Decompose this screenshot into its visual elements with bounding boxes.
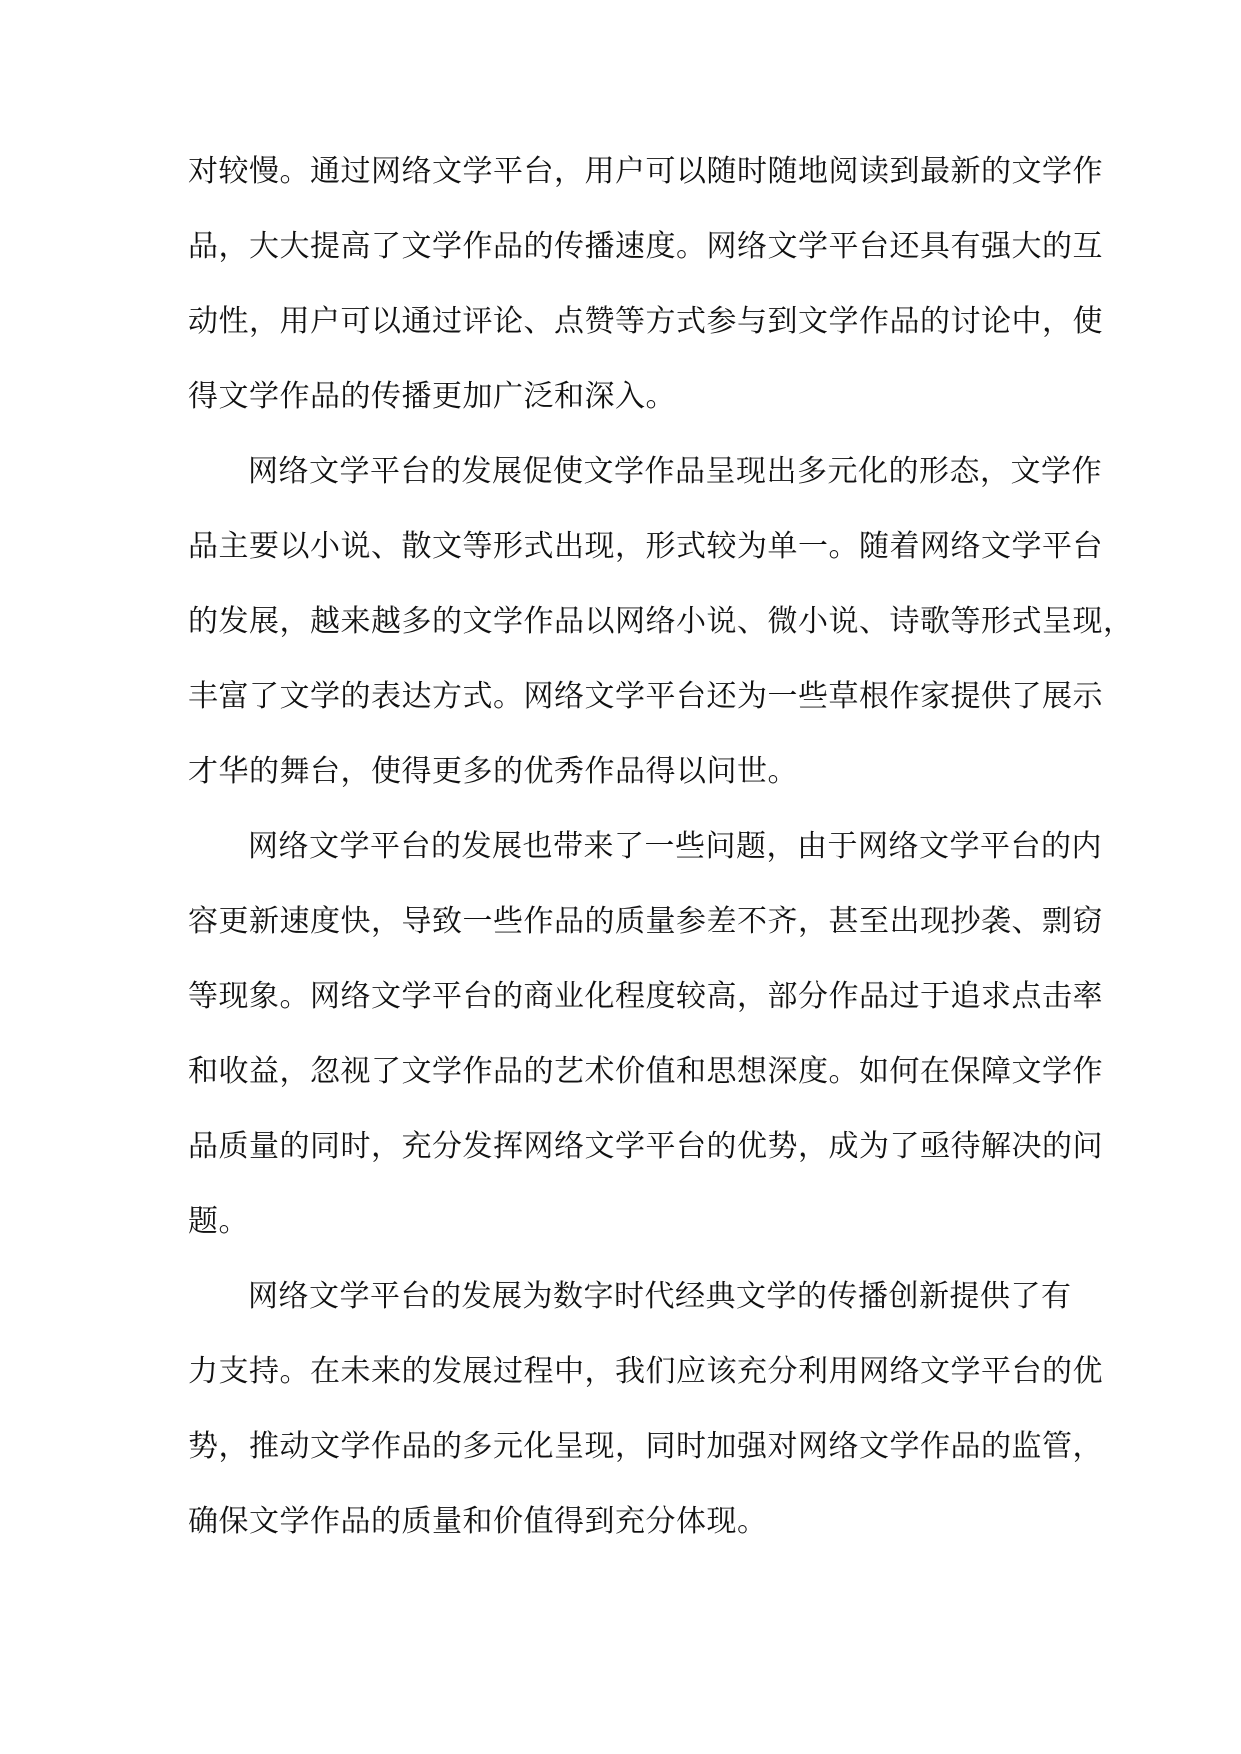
paragraph-4 [188,1259,1103,1559]
text-line: 容更新速度快，导致一些作品的质量参差不齐，甚至出现抄袭、剽窃 [188,904,1103,939]
text-line: 得文学作品的传播更加广泛和深入。 [188,379,676,414]
text-line: 的发展，越来越多的文学作品以网络小说、微小说、诗歌等形式呈现， [188,604,1134,639]
text-line: 和收益，忽视了文学作品的艺术价值和思想深度。如何在保障文学作 [188,1054,1103,1089]
text-line: 力支持。在未来的发展过程中，我们应该充分利用网络文学平台的优 [188,1354,1103,1389]
text-line: 品主要以小说、散文等形式出现，形式较为单一。随着网络文学平台 [188,529,1103,564]
paragraph-3 [188,809,1103,1259]
paragraph-2 [188,434,1134,809]
text-line: 等现象。网络文学平台的商业化程度较高，部分作品过于追求点击率 [188,979,1103,1014]
text-line: 才华的舞台，使得更多的优秀作品得以问世。 [188,754,798,789]
paragraph-1 [188,134,1103,434]
text-line: 对较慢。通过网络文学平台，用户可以随时随地阅读到最新的文学作 [188,154,1103,189]
text-line-indented: 网络文学平台的发展也带来了一些问题，由于网络文学平台的内 [248,829,1102,864]
text-line: 题。 [188,1204,249,1239]
text-line-indented: 网络文学平台的发展为数字时代经典文学的传播创新提供了有 [248,1279,1072,1314]
text-line: 确保文学作品的质量和价值得到充分体现。 [188,1504,768,1539]
text-line: 势，推动文学作品的多元化呈现，同时加强对网络文学作品的监管， [188,1429,1103,1464]
text-line: 动性，用户可以通过评论、点赞等方式参与到文学作品的讨论中，使 [188,304,1103,339]
text-line: 品，大大提高了文学作品的传播速度。网络文学平台还具有强大的互 [188,229,1103,264]
text-line: 品质量的同时，充分发挥网络文学平台的优势，成为了亟待解决的问 [188,1129,1103,1164]
document-body [188,134,1134,1559]
text-line: 丰富了文学的表达方式。网络文学平台还为一些草根作家提供了展示 [188,679,1103,714]
text-line-indented: 网络文学平台的发展促使文学作品呈现出多元化的形态，文学作 [248,454,1102,489]
